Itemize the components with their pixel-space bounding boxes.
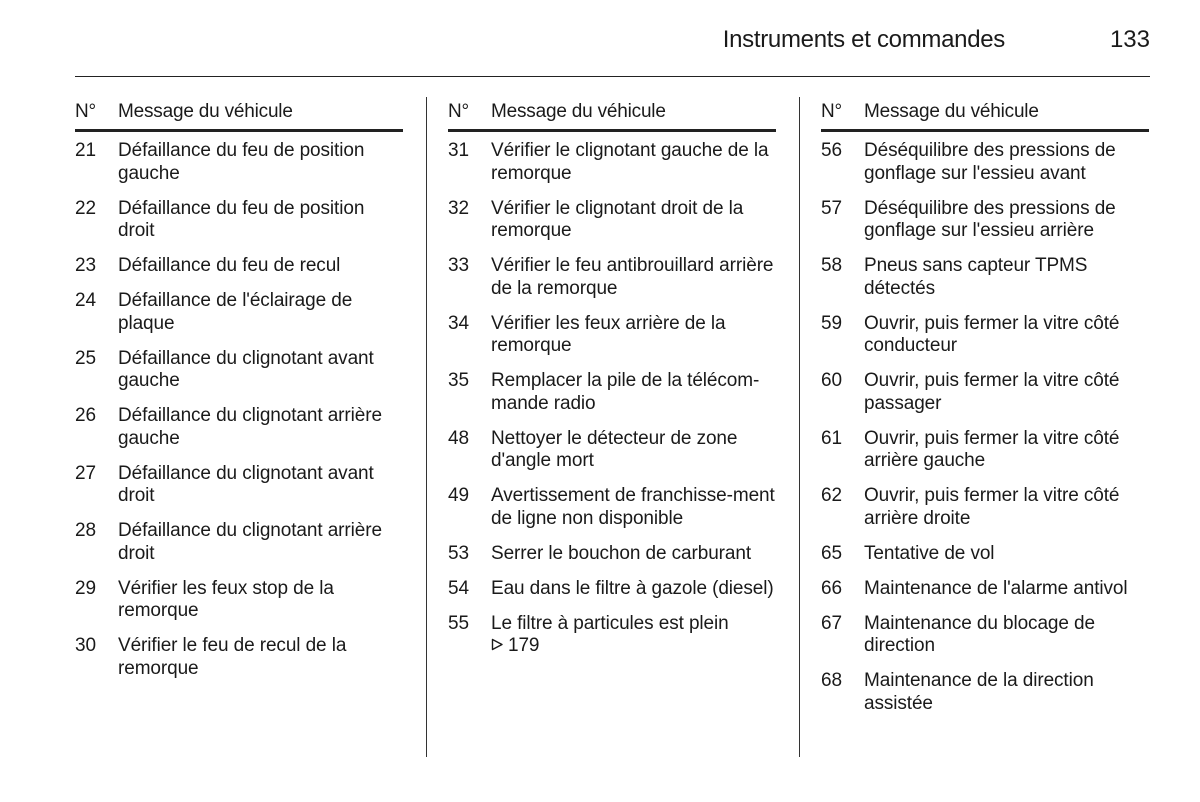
message-table-column-2 — [448, 100, 776, 671]
column-divider — [426, 97, 427, 757]
page-reference-arrow-icon — [491, 636, 504, 659]
row-num: 26 — [75, 405, 96, 426]
column-divider — [799, 97, 800, 757]
row-num: 49 — [448, 485, 469, 506]
row-message: Vérifier le clignotant droit de la remorque — [491, 197, 744, 241]
table-row — [448, 485, 776, 530]
row-message: Nettoyer le détecteur de zone d'angle mort — [491, 427, 738, 471]
row-message: Ouvrir, puis fermer la vitre côté passager — [864, 370, 1120, 414]
page-reference-link[interactable]: 179 — [508, 635, 540, 656]
row-num: 68 — [821, 670, 842, 691]
row-message: Avertissement de franchisse-ment de ligne non disponible — [491, 485, 775, 529]
table-row — [75, 348, 403, 393]
row-num: 27 — [75, 462, 96, 484]
row-message: Ouvrir, puis fermer la vitre côté arrière droite — [864, 485, 1120, 529]
row-message: Défaillance du feu de position gauche — [118, 140, 365, 184]
row-num: 66 — [821, 577, 842, 599]
table-row — [821, 670, 1149, 715]
row-num: 60 — [821, 370, 842, 391]
table-row — [821, 313, 1149, 358]
row-message: Eau dans le filtre à gazole (diesel) — [491, 577, 774, 599]
table-row — [821, 485, 1149, 530]
row-num: 54 — [448, 577, 469, 599]
row-message: Déséquilibre des pressions de gonflage sur l'essieu arrière — [864, 197, 1116, 241]
row-message-text: Le filtre à particules est plein — [491, 612, 729, 634]
row-num: 59 — [821, 312, 842, 334]
header-message: Message du véhicule — [491, 101, 666, 122]
table-row — [75, 520, 403, 565]
table-row — [448, 140, 776, 185]
table-row — [821, 255, 1149, 300]
row-num: 21 — [75, 140, 96, 161]
table-row — [448, 255, 776, 300]
row-message: Défaillance du feu de position droit — [118, 197, 365, 241]
table-row — [448, 578, 776, 601]
row-message: Maintenance de l'alarme antivol — [864, 577, 1128, 599]
row-message: Déséquilibre des pressions de gonflage sur l'essieu avant — [864, 140, 1116, 184]
row-message — [491, 613, 776, 659]
row-message: Ouvrir, puis fermer la vitre côté conducteur — [864, 312, 1120, 356]
table-row — [75, 578, 403, 623]
row-num: 30 — [75, 635, 96, 656]
row-message: Vérifier les feux arrière de la remorque — [491, 312, 726, 356]
table-row — [75, 405, 403, 450]
table-row — [75, 463, 403, 508]
row-message: Défaillance de l'éclairage de plaque — [118, 290, 353, 334]
table-row — [75, 290, 403, 335]
row-message: Maintenance de la direction assistée — [864, 670, 1094, 714]
row-num: 61 — [821, 427, 842, 449]
row-num: 32 — [448, 197, 469, 219]
table-row — [448, 543, 776, 566]
table-row — [821, 613, 1149, 658]
row-message: Vérifier le feu antibrouillard arrière de la remorque — [491, 255, 774, 299]
row-num: 58 — [821, 255, 842, 276]
row-num: 23 — [75, 255, 96, 276]
header-message: Message du véhicule — [864, 101, 1039, 122]
row-message: Tentative de vol — [864, 542, 995, 564]
row-message: Ouvrir, puis fermer la vitre côté arrière gauche — [864, 427, 1120, 471]
row-message: Maintenance du blocage de direction — [864, 612, 1095, 656]
row-message: Pneus sans capteur TPMS détectés — [864, 255, 1088, 299]
table-row — [75, 255, 403, 278]
table-row — [75, 140, 403, 185]
section-title: Instruments et commandes — [722, 26, 1005, 53]
row-message: Défaillance du clignotant avant droit — [118, 462, 374, 506]
table-row — [448, 613, 776, 659]
row-message: Défaillance du feu de recul — [118, 255, 341, 276]
row-num: 29 — [75, 577, 96, 599]
table-row — [448, 428, 776, 473]
table-row — [821, 428, 1149, 473]
row-message: Vérifier le clignotant gauche de la remorque — [491, 140, 769, 184]
row-num: 35 — [448, 370, 469, 391]
row-num: 48 — [448, 427, 469, 449]
row-num: 56 — [821, 140, 842, 161]
table-header — [448, 100, 776, 132]
row-message: Défaillance du clignotant arrière gauche — [118, 405, 382, 449]
header-num: N° — [448, 101, 469, 122]
message-table-column-3 — [821, 100, 1149, 728]
row-num: 62 — [821, 485, 842, 506]
row-num: 53 — [448, 542, 469, 564]
row-message: Défaillance du clignotant avant gauche — [118, 347, 374, 391]
row-num: 67 — [821, 612, 842, 634]
row-num: 25 — [75, 347, 96, 369]
row-num: 57 — [821, 197, 842, 219]
table-row — [75, 635, 403, 680]
table-row — [821, 140, 1149, 185]
row-num: 55 — [448, 612, 469, 634]
table-row — [448, 313, 776, 358]
header-num: N° — [821, 101, 842, 122]
table-header — [75, 100, 403, 132]
page-header — [75, 0, 1150, 77]
row-num: 34 — [448, 312, 469, 334]
row-message: Vérifier le feu de recul de la remorque — [118, 635, 347, 679]
row-message: Remplacer la pile de la télécom-mande radio — [491, 370, 760, 414]
row-num: 28 — [75, 520, 96, 541]
row-message: Défaillance du clignotant arrière droit — [118, 520, 382, 564]
row-message: Vérifier les feux stop de la remorque — [118, 577, 334, 621]
message-table-column-1 — [75, 100, 403, 693]
header-num: N° — [75, 101, 96, 122]
page-number: 133 — [1109, 26, 1150, 53]
row-num: 24 — [75, 290, 96, 311]
table-row — [821, 578, 1149, 601]
row-message: Serrer le bouchon de carburant — [491, 542, 751, 564]
table-row — [821, 370, 1149, 415]
row-num: 33 — [448, 255, 469, 276]
row-num: 31 — [448, 140, 469, 161]
table-header — [821, 100, 1149, 132]
table-row — [448, 198, 776, 243]
table-row — [821, 543, 1149, 566]
row-num: 65 — [821, 542, 842, 564]
row-num: 22 — [75, 197, 96, 219]
table-row — [448, 370, 776, 415]
table-row — [75, 198, 403, 243]
header-message: Message du véhicule — [118, 101, 293, 122]
table-row — [821, 198, 1149, 243]
